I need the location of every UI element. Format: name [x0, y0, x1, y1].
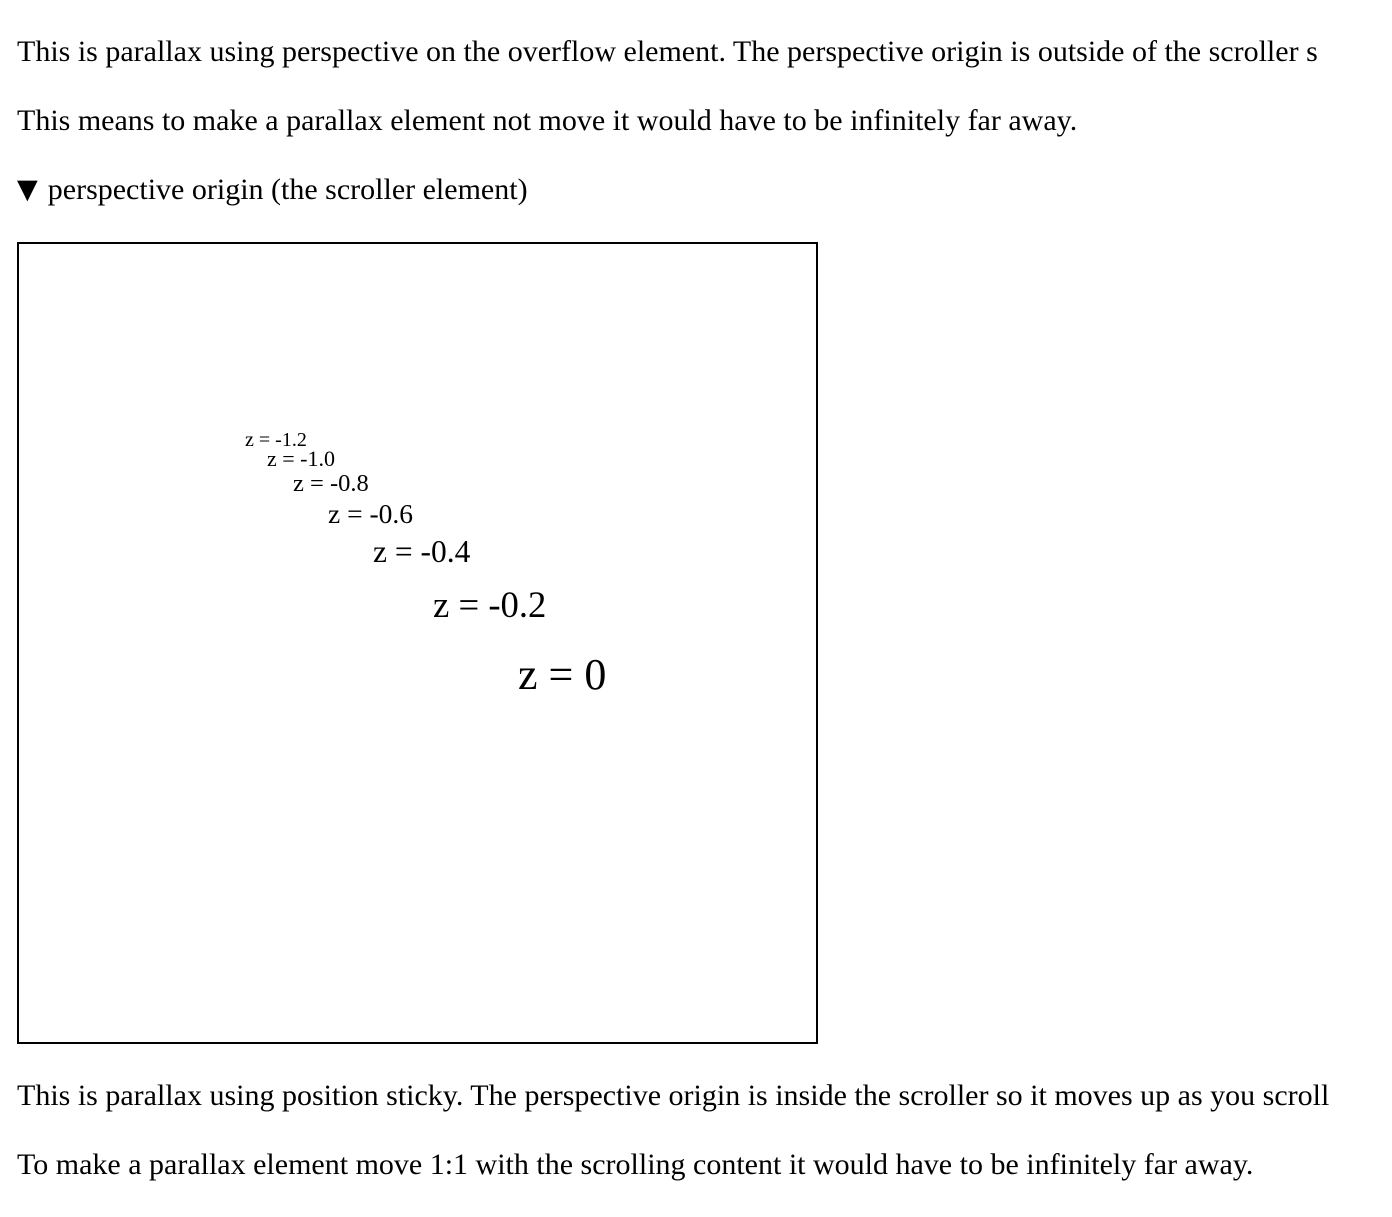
z-depth-label: z = 0	[518, 650, 607, 699]
z-depth-label: z = -0.2	[433, 584, 547, 625]
z-depth-label: z = -1.2	[245, 429, 307, 451]
scroller-viewport[interactable]	[17, 242, 818, 1044]
z-depth-label: z = -1.0	[267, 446, 335, 471]
sticky-paragraph-2: To make a parallax element move 1:1 with the scrolling content it would have to be infinitely far away.	[17, 1148, 1254, 1181]
intro-paragraph-1: This is parallax using perspective on the overflow element. The perspective origin is outside of the scroller s	[17, 35, 1318, 68]
perspective-origin-heading-label: perspective origin (the scroller element)	[47, 173, 528, 206]
perspective-origin-heading	[17, 173, 1392, 207]
z-depth-label: z = -0.6	[328, 498, 413, 529]
z-depth-label: z = -0.4	[373, 534, 471, 569]
down-triangle-icon: ▼	[17, 173, 38, 205]
z-depth-label: z = -0.8	[293, 470, 369, 497]
intro-paragraph-2: This means to make a parallax element not move it would have to be infinitely far away.	[17, 104, 1078, 137]
sticky-paragraph-1: This is parallax using position sticky. The perspective origin is inside the scroller so it moves up as you scroll	[17, 1079, 1330, 1112]
